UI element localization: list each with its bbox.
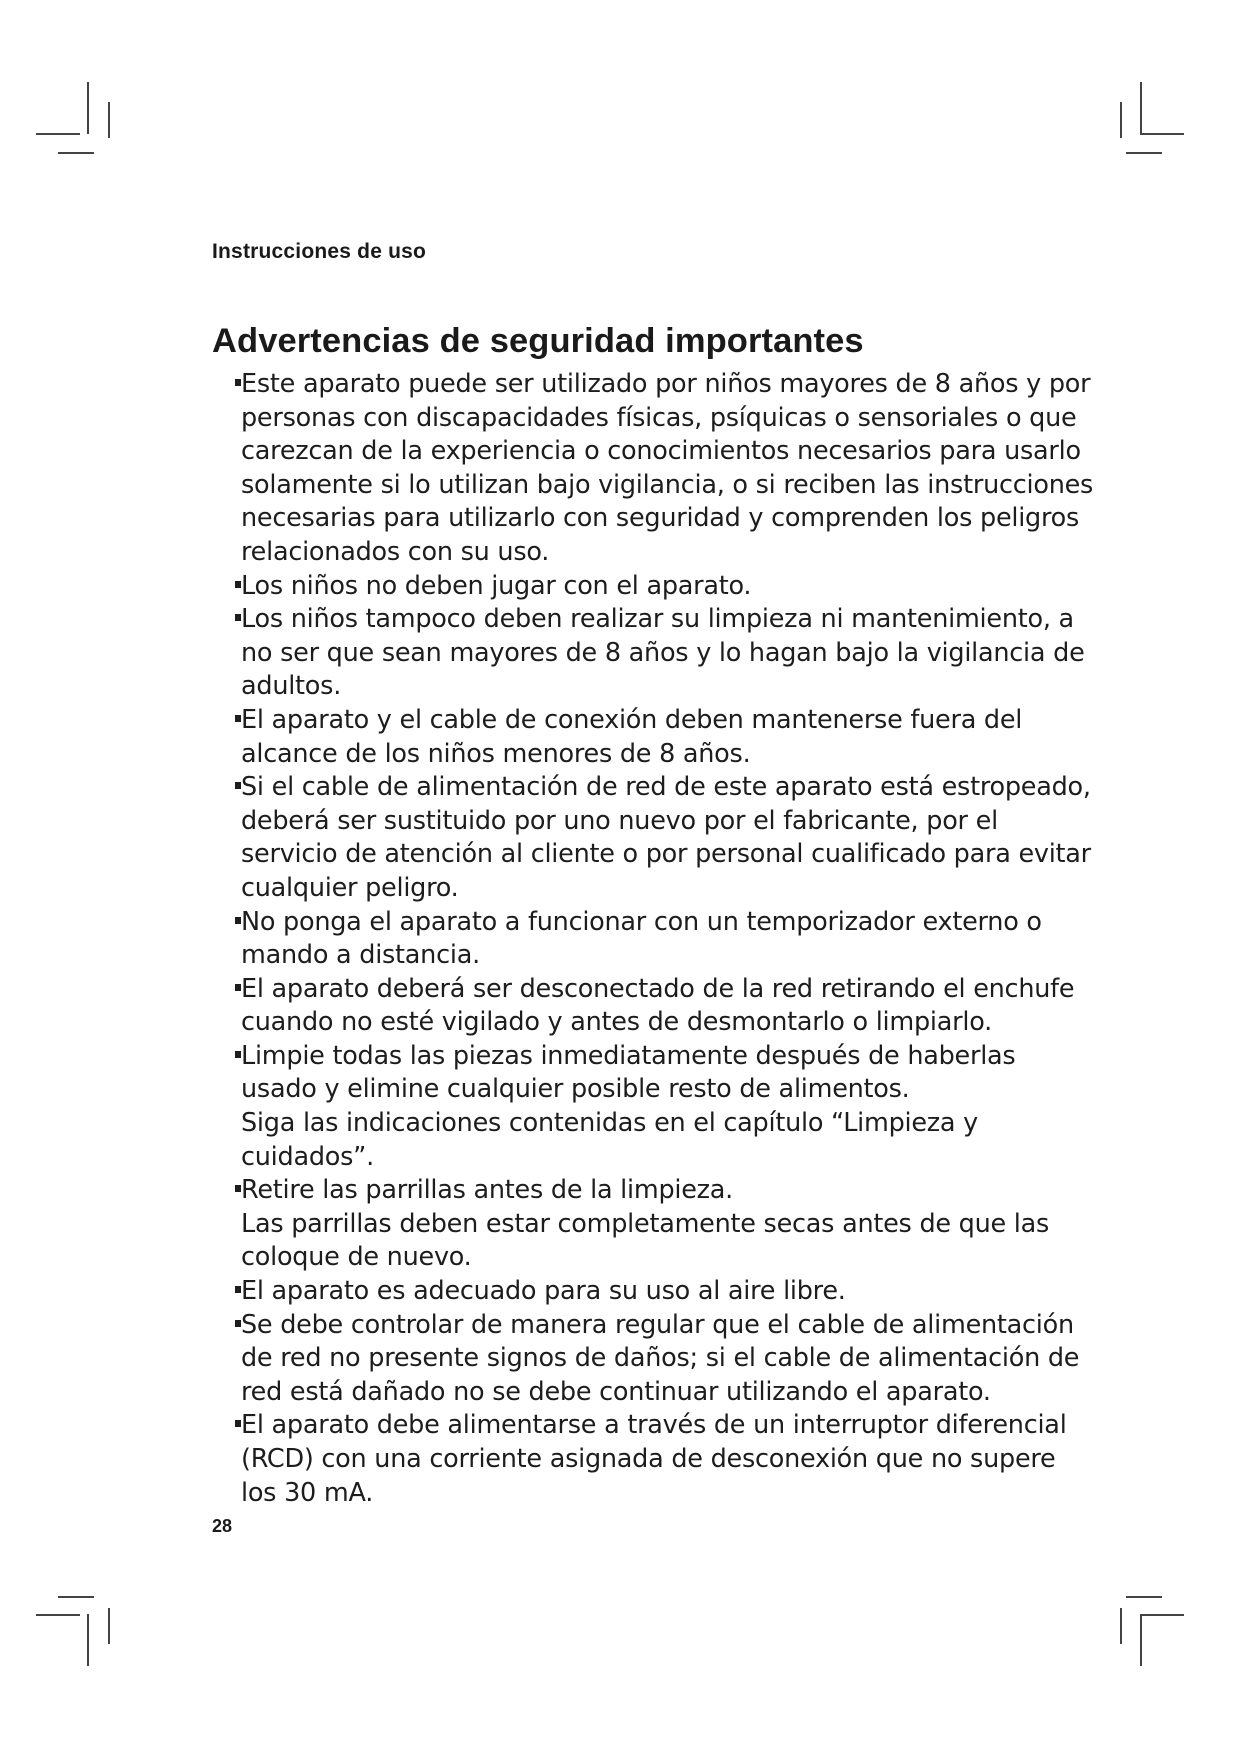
list-item-text: Si el cable de alimentación de red de este aparato está estropeado, deberá ser sustituido por uno nuevo por el fabricante, por el servicio de atención al cliente o por personal cualificado para evitar cualquier peligro. xyxy=(241,772,1091,903)
list-item-text: Este aparato puede ser utilizado por niños mayores de 8 años y por personas con discapacidades físicas, psíquicas o sensoriales o que carezcan de la experiencia o conocimientos necesarios para usarlo solamente si lo utilizan bajo vigilancia, o si reciben las instrucciones necesarias para utilizarlo con seguridad y comprenden los peligros relacionados con su uso. xyxy=(241,369,1094,567)
section-heading: Advertencias de seguridad importantes xyxy=(212,322,864,360)
crop-mark xyxy=(87,82,89,134)
crop-mark xyxy=(1126,1596,1162,1598)
running-head: Instrucciones de uso xyxy=(212,240,427,263)
list-item-text: El aparato debe alimentarse a través de un interruptor diferencial (RCD) con una corriente asignada de desconexión que no supere los 30 mA. xyxy=(241,1410,1067,1508)
crop-mark xyxy=(1140,1614,1142,1666)
list-item xyxy=(214,570,1094,604)
page-number: 28 xyxy=(212,1516,233,1536)
crop-mark xyxy=(58,1596,94,1598)
crop-mark xyxy=(108,1608,110,1644)
list-item-text: Limpie todas las piezas inmediatamente después de haberlas usado y elimine cualquier posible resto de alimentos. xyxy=(241,1040,1016,1105)
list-item-continuation: Siga las indicaciones contenidas en el capítulo “Limpieza y cuidados”. xyxy=(241,1108,979,1172)
list-item xyxy=(214,906,1094,973)
crop-mark xyxy=(58,152,94,154)
list-item xyxy=(214,973,1094,1040)
crop-mark xyxy=(1140,133,1184,135)
list-item-text: El aparato deberá ser desconectado de la red retirando el enchufe cuando no esté vigilado y antes de desmontarlo o limpiarlo. xyxy=(241,973,1075,1038)
list-item xyxy=(214,603,1094,704)
safety-warnings-list xyxy=(214,368,1094,1510)
list-item-text: Retire las parrillas antes de la limpieza. xyxy=(241,1175,734,1206)
crop-mark xyxy=(108,102,110,138)
list-item xyxy=(214,771,1094,905)
crop-mark xyxy=(87,1614,89,1666)
crop-mark xyxy=(1140,82,1142,134)
list-item xyxy=(214,1174,1094,1208)
list-item-text: No ponga el aparato a funcionar con un temporizador externo o mando a distancia. xyxy=(241,906,1042,971)
list-item-text: El aparato y el cable de conexión deben mantenerse fuera del alcance de los niños menores de 8 años. xyxy=(241,704,1023,769)
list-item-continuation: Las parrillas deben estar completamente secas antes de que las coloque de nuevo. xyxy=(241,1208,1050,1273)
crop-mark xyxy=(1126,152,1162,154)
crop-mark xyxy=(1120,1608,1122,1644)
crop-mark xyxy=(36,133,80,135)
list-item-text: Los niños no deben jugar con el aparato. xyxy=(241,570,752,601)
list-item xyxy=(214,704,1094,771)
list-item xyxy=(214,1309,1094,1410)
crop-mark xyxy=(36,1614,80,1616)
list-item-text: El aparato es adecuado para su uso al aire libre. xyxy=(241,1276,846,1307)
list-item xyxy=(214,1275,1094,1309)
list-item xyxy=(214,1409,1094,1510)
list-item-text: Se debe controlar de manera regular que el cable de alimentación de red no presente signos de daños; si el cable de alimentación de red está dañado no se debe continuar utilizando el aparato. xyxy=(241,1309,1080,1407)
list-item xyxy=(214,1040,1094,1107)
crop-mark xyxy=(1140,1614,1184,1616)
list-item xyxy=(214,368,1094,570)
list-item-text: Los niños tampoco deben realizar su limpieza ni mantenimiento, a no ser que sean mayores de 8 años y lo hagan bajo la vigilancia de adultos. xyxy=(241,604,1085,702)
crop-mark xyxy=(1120,102,1122,138)
